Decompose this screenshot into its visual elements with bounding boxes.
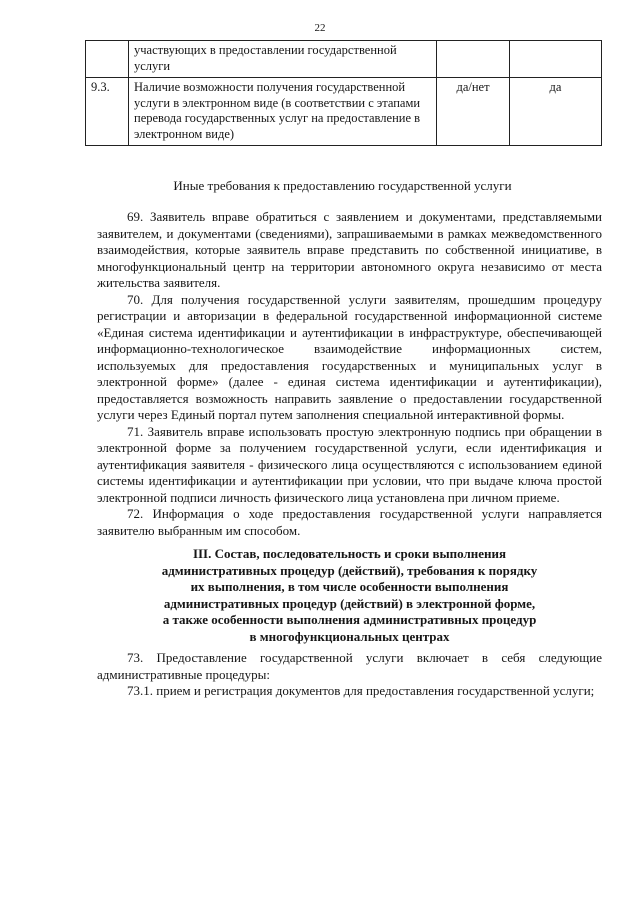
section-heading [97,546,602,645]
heading-line: их выполнения, в том числе особенности выполнения [190,579,509,594]
paragraph-69: 69. Заявитель вправе обратиться с заявлением и документами, представляемыми заявителем, и документами (сведениями), запрашиваемыми в рамках межведомственного взаимодействия, которые заявитель вправе представить по собственной инициативе, в многофункциональный центр на территории автономного округа независимо от места жительства заявителя. [97,209,602,290]
paragraph-block-a [97,209,602,539]
row-text: участвующих в предоставлении государственной услуги [129,41,437,78]
row-value [510,41,602,78]
row-unit: да/нет [437,78,510,146]
paragraph-70: 70. Для получения государственной услуги заявителям, прошедшим процедуру регистрации и авторизации в федеральной государственной информационной системе «Единая система идентификации и аутентификации в инфраструктуре, обеспечивающей информационно-технологическое взаимодействие информационных систем, используемых для предоставления государственных и муниципальных услуг в электронной форме» (далее - единая система идентификации и аутентификации), предоставляется возможность направить заявление о предоставлении государственной услуги через Единый портал путем заполнения специальной интерактивной формы. [97,291,602,422]
row-value: да [510,78,602,146]
paragraph-72: 72. Информация о ходе предоставления государственной услуги направляется заявителю выбранным им способом. [97,506,602,538]
row-unit [437,41,510,78]
paragraph-73: 73. Предоставление государственной услуги включает в себя следующие административные процедуры: [97,650,602,682]
heading-line: в многофункциональных центрах [249,628,450,644]
section-subtitle: Иные требования к предоставлению государственной услуги [173,178,512,193]
paragraph-73-1: 73.1. прием и регистрация документов для предоставления государственной услуги; [127,683,595,698]
heading-line: административных процедур (действий) в электронной форме, [163,595,536,611]
heading-line: административных процедур (действий), требования к порядку [161,562,538,578]
paragraph-71: 71. Заявитель вправе использовать простую электронную подпись при обращении в электронной форме за получением государственной услуги, если идентификация и аутентификация заявителя - физического лица осуществляются с использованием единой системы идентификации и аутентификации при условии, что при выдаче ключа простой электронной подписи личность физического лица установлена при личном приеме. [97,423,602,505]
row-text: Наличие возможности получения государственной услуги в электронном виде (в соответствии с этапами перевода государственных услуг на предоставление в электронном виде) [129,78,437,146]
heading-line: а также особенности выполнения административных процедур [162,612,537,627]
paragraph-block-b [97,650,602,700]
table-row [86,78,602,146]
requirements-table [85,40,602,146]
heading-line: III. Состав, последовательность и сроки выполнения [192,546,507,561]
row-number: 9.3. [86,78,129,146]
page-number: 22 [314,22,326,34]
row-number [86,41,129,78]
table-row [86,41,602,78]
